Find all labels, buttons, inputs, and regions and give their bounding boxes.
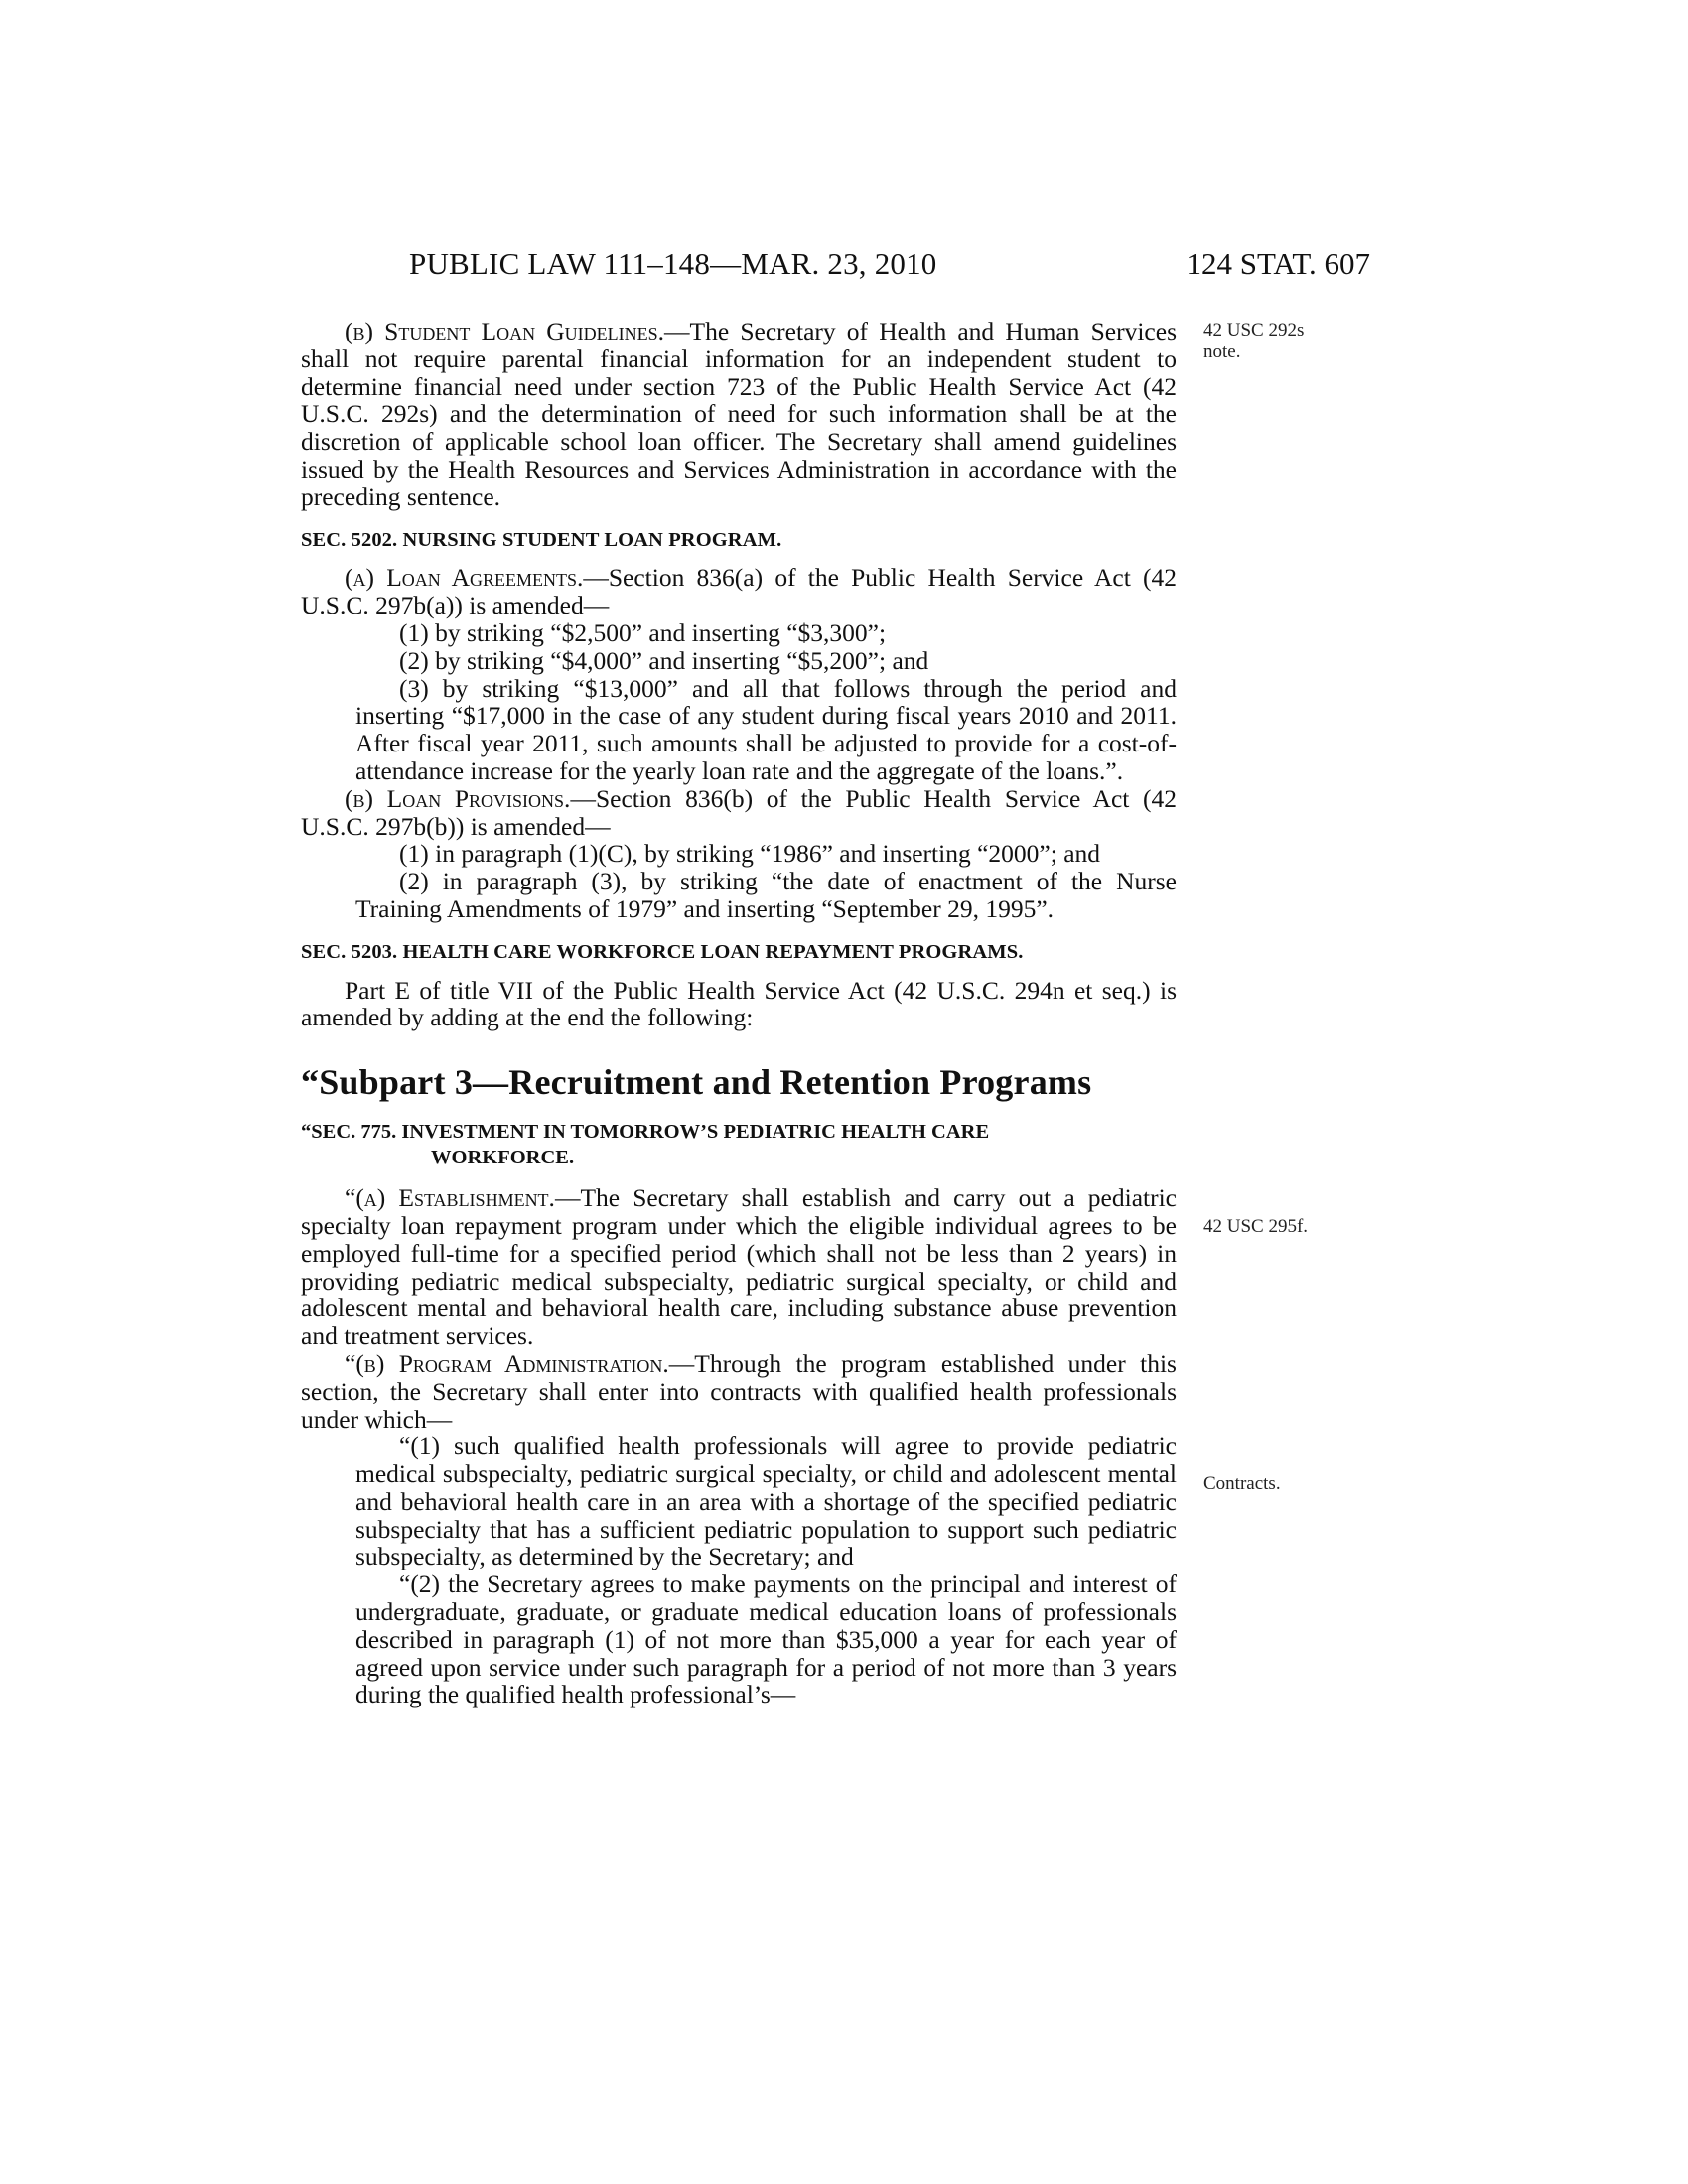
section-heading-line: WORKFORCE. (431, 1147, 575, 1169)
paragraph-text: —Through the program established under this section, the Secretary shall enter into contracts with qualified health professionals under which— (301, 1348, 1177, 1433)
section-heading-775 (301, 1119, 1177, 1170)
clause-a3: (3) by striking “$13,000” and all that follows through the period and inserting “$17,000 in the case of any student during fiscal years 2010 and 2011. After fiscal year 2011, such amounts shall be adjusted to provide for a cost-of-attendance increase for the yearly loan rate and the aggregate of the loans.”. (355, 673, 1177, 785)
margin-note-usc-292s (1203, 320, 1304, 363)
paragraph-loan-provisions (301, 785, 1177, 841)
paragraph-heading: “(b) Program Administration. (345, 1348, 669, 1378)
subpart-heading: “Subpart 3—Recruitment and Retention Programs (301, 1062, 1092, 1103)
paragraph-text: —The Secretary shall establish and carry out a pediatric specialty loan repayment program under which the eligible individual agrees to be employed full-time for a specified period (which shall not be less than 2 years) in providing pediatric medical subspecialty, pediatric surgical specialty, or child and adolescent mental and behavioral health care, including substance abuse prevention and treatment services. (301, 1183, 1177, 1351)
document-body (301, 318, 1177, 1708)
clause-pa1: “(1) such qualified health professionals will agree to provide pediatric medical subspecialty, pediatric surgical specialty, or child and adolescent mental and behavioral health care in an area with a shortage of the specified pediatric subspecialty that has a sufficient pediatric population to support such pediatric subspecialty, as determined by the Secretary; and (355, 1432, 1177, 1571)
margin-note-contracts: Contracts. (1203, 1473, 1281, 1494)
margin-note-line: note. (1203, 341, 1241, 362)
clause-b2: (2) in paragraph (3), by striking “the date of enactment of the Nurse Training Amendments of 1979” and inserting “September 29, 1995”. (355, 867, 1177, 923)
paragraph-program-administration (301, 1350, 1177, 1433)
margin-note-usc-295f: 42 USC 295f. (1203, 1216, 1309, 1237)
statute-page-number: 124 STAT. 607 (1186, 246, 1370, 281)
paragraph-heading: (b) Student Loan Guidelines. (345, 317, 665, 345)
paragraph-loan-agreements (301, 564, 1177, 619)
paragraph-text: —The Secretary of Health and Human Services shall not require parental financial information for an independent student to determine financial need under section 723 of the Public Health Service Act (42 U.S.C. 292s) and the determination of need for such information shall be at the discretion of applicable school loan officer. The Secretary shall amend guidelines issued by the Health Resources and Services Administration in accordance with the preceding sentence. (301, 317, 1177, 511)
clause-a2: (2) by striking “$4,000” and inserting “$5,200”; and (399, 645, 929, 675)
paragraph-part-e: Part E of title VII of the Public Health Service Act (42 U.S.C. 294n et seq.) is amended by adding at the end the following: (301, 975, 1177, 1032)
clause-a1: (1) by striking “$2,500” and inserting “$3,300”; (399, 617, 887, 647)
margin-note-line: 42 USC 292s (1203, 320, 1305, 341)
clause-pa2: “(2) the Secretary agrees to make payments on the principal and interest of undergraduate, graduate, or graduate medical education loans of professionals described in paragraph (1) of not more than $35,000 a year for each year of agreed upon service under such paragraph for a period of not more than 3 years during the qualified health professional’s— (355, 1570, 1177, 1709)
paragraph-text: —Section 836(a) of the Public Health Service Act (42 U.S.C. 297b(a)) is amended— (301, 563, 1177, 620)
section-heading-line: “SEC. 775. INVESTMENT IN TOMORROW’S PEDIATRIC HEALTH CARE (301, 1121, 990, 1144)
paragraph-heading: (b) Loan Provisions. (345, 783, 571, 813)
paragraph-text: —Section 836(b) of the Public Health Service Act (42 U.S.C. 297b(b)) is amended— (301, 783, 1177, 841)
public-law-citation: PUBLIC LAW 111–148—MAR. 23, 2010 (409, 246, 937, 281)
running-head (298, 246, 1370, 286)
paragraph-heading: “(a) Establishment. (345, 1183, 555, 1213)
section-heading-5203: SEC. 5203. HEALTH CARE WORKFORCE LOAN REPAYMENT PROGRAMS. (301, 940, 1024, 963)
clause-b1: (1) in paragraph (1)(C), by striking “1986” and inserting “2000”; and (399, 839, 1101, 869)
paragraph-establishment (301, 1184, 1177, 1350)
paragraph-heading: (a) Loan Agreements. (345, 563, 584, 593)
paragraph-student-loan-guidelines (301, 318, 1177, 511)
section-heading-5202: SEC. 5202. NURSING STUDENT LOAN PROGRAM. (301, 528, 782, 551)
